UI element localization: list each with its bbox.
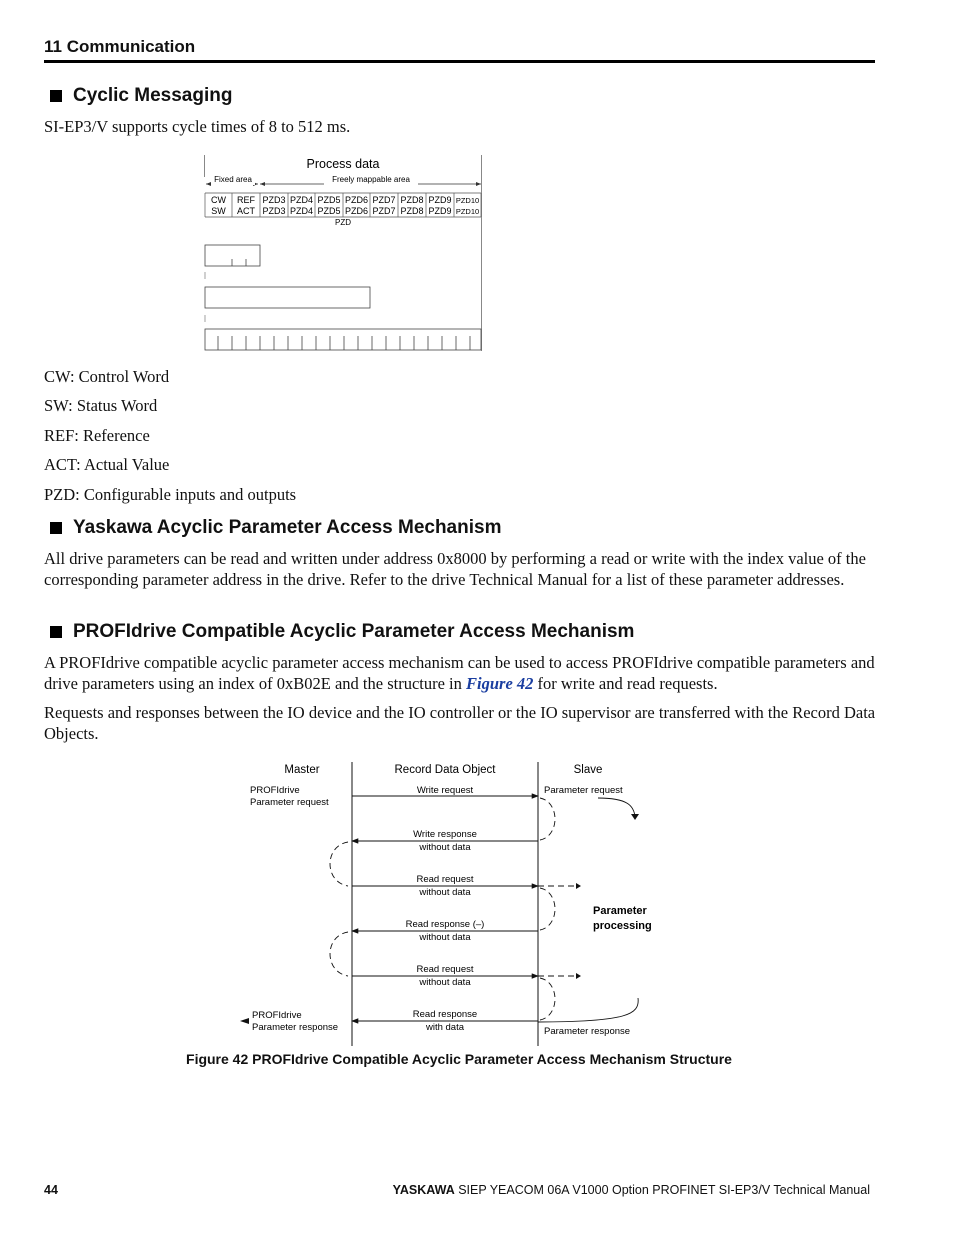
slave-response-label: Parameter response [544, 1026, 631, 1037]
process-data-row-status [211, 206, 479, 216]
message-label-1: Write request [416, 785, 474, 796]
bullet-square-icon [50, 90, 62, 102]
bullet-square-icon [50, 626, 62, 638]
master-request-line2: Parameter request [250, 797, 329, 808]
process-cell-out-4: PZD4 [289, 195, 314, 205]
process-cell-in-2: ACT [237, 206, 255, 216]
process-cell-in-4: PZD4 [289, 206, 314, 216]
process-cell-in-3: PZD3 [262, 206, 286, 216]
sequence-figure [238, 760, 662, 1046]
process-cell-in-6: PZD6 [344, 206, 369, 216]
col-record-data-object: Record Data Object [394, 764, 496, 776]
profidrive-body-1 [44, 653, 876, 694]
process-cell-out-5: PZD5 [317, 195, 341, 205]
process-cell-out-2: REF [237, 195, 255, 205]
process-data-figure [204, 155, 484, 353]
pzd-label: PZD [335, 218, 351, 227]
message-label-5: Read request [416, 964, 474, 975]
process-cell-in-7: PZD7 [372, 206, 396, 216]
master-request-line1: PROFIdrive [250, 785, 300, 796]
message-sublabel-3: without data [419, 887, 471, 898]
process-cell-out-1: CW [211, 195, 226, 205]
definition-pzd: PZD: Configurable inputs and outputs [44, 485, 297, 504]
master-response-line2: Parameter response [252, 1022, 339, 1033]
process-cell-out-3: PZD3 [262, 195, 286, 205]
message-label-3: Read request [416, 874, 474, 885]
yaskawa-body: All drive parameters can be read and written under address 0x8000 by performing a read or write with the index value of the corresponding parameter address in the drive. Refer to the drive Technical Manual for a list of these parameter addresses. [44, 549, 866, 589]
footer-title [393, 1183, 870, 1197]
profidrive-body-2: Requests and responses between the IO device and the IO controller or the IO supervisor are transferred with the Record Data Objects. [44, 703, 876, 743]
figure-caption: Figure 42 PROFIdrive Compatible Acyclic Parameter Access Mechanism Structure [186, 1051, 732, 1067]
footer-manual-title: SIEP YEACOM 06A V1000 Option PROFINET SI-EP3/V Technical Manual [454, 1183, 870, 1197]
heading-text: PROFIdrive Compatible Acyclic Parameter Access Mechanism [73, 621, 635, 642]
message-sublabel-2: without data [419, 842, 471, 853]
process-cell-in-1: SW [211, 206, 226, 216]
heading-text: Cyclic Messaging [73, 85, 233, 106]
process-data-title: Process data [306, 157, 380, 171]
free-area-label: Freely mappable area [332, 175, 410, 184]
process-data-row-control [211, 195, 479, 205]
message-sublabel-5: without data [419, 977, 471, 988]
message-label-2: Write response [413, 829, 477, 840]
cyclic-intro: SI-EP3/V supports cycle times of 8 to 512 ms. [44, 117, 351, 136]
message-sublabel-4: without data [419, 932, 471, 943]
heading-profidrive-acyclic [50, 621, 634, 643]
parameter-processing-line1: Parameter [593, 905, 647, 917]
process-cell-out-10: PZD10 [455, 196, 480, 205]
footer-brand: YASKAWA [392, 1183, 455, 1197]
master-response-line1: PROFIdrive [252, 1010, 302, 1021]
col-slave: Slave [573, 764, 603, 776]
slave-request-label: Parameter request [544, 785, 623, 796]
definition-ref: REF: Reference [44, 426, 150, 445]
process-cell-in-5: PZD5 [317, 206, 341, 216]
body-text: for write and read requests. [533, 673, 718, 693]
process-cell-out-9: PZD9 [428, 195, 452, 205]
body-text: A PROFIdrive compatible acyclic parameter access mechanism can be used to access PROFIdrive compatible parameters and drive parameters using an index of 0xB02E and the structure in [44, 653, 875, 693]
parameter-processing-line2: processing [593, 920, 652, 932]
process-cell-in-9: PZD9 [428, 206, 452, 216]
definition-sw: SW: Status Word [44, 396, 158, 415]
header-rule [44, 60, 875, 63]
col-master: Master [284, 764, 320, 776]
definition-cw: CW: Control Word [44, 367, 170, 386]
fixed-area-label: Fixed area [214, 175, 252, 184]
process-cell-out-7: PZD7 [372, 195, 396, 205]
process-cell-in-10: PZD10 [455, 207, 480, 216]
definition-act: ACT: Actual Value [44, 455, 170, 474]
figure-42-link[interactable]: Figure 42 [466, 673, 534, 693]
message-label-4: Read response (–) [405, 919, 485, 930]
chapter-title: 11 Communication [44, 37, 196, 56]
message-label-6: Read response [412, 1009, 478, 1020]
message-sublabel-6: with data [425, 1022, 465, 1033]
process-cell-in-8: PZD8 [400, 206, 424, 216]
bullet-square-icon [50, 522, 62, 534]
heading-text: Yaskawa Acyclic Parameter Access Mechanism [73, 517, 502, 538]
process-cell-out-6: PZD6 [344, 195, 369, 205]
process-cell-out-8: PZD8 [400, 195, 424, 205]
heading-yaskawa-acyclic [50, 517, 501, 539]
heading-cyclic-messaging [50, 85, 232, 107]
page-number: 44 [44, 1183, 58, 1197]
